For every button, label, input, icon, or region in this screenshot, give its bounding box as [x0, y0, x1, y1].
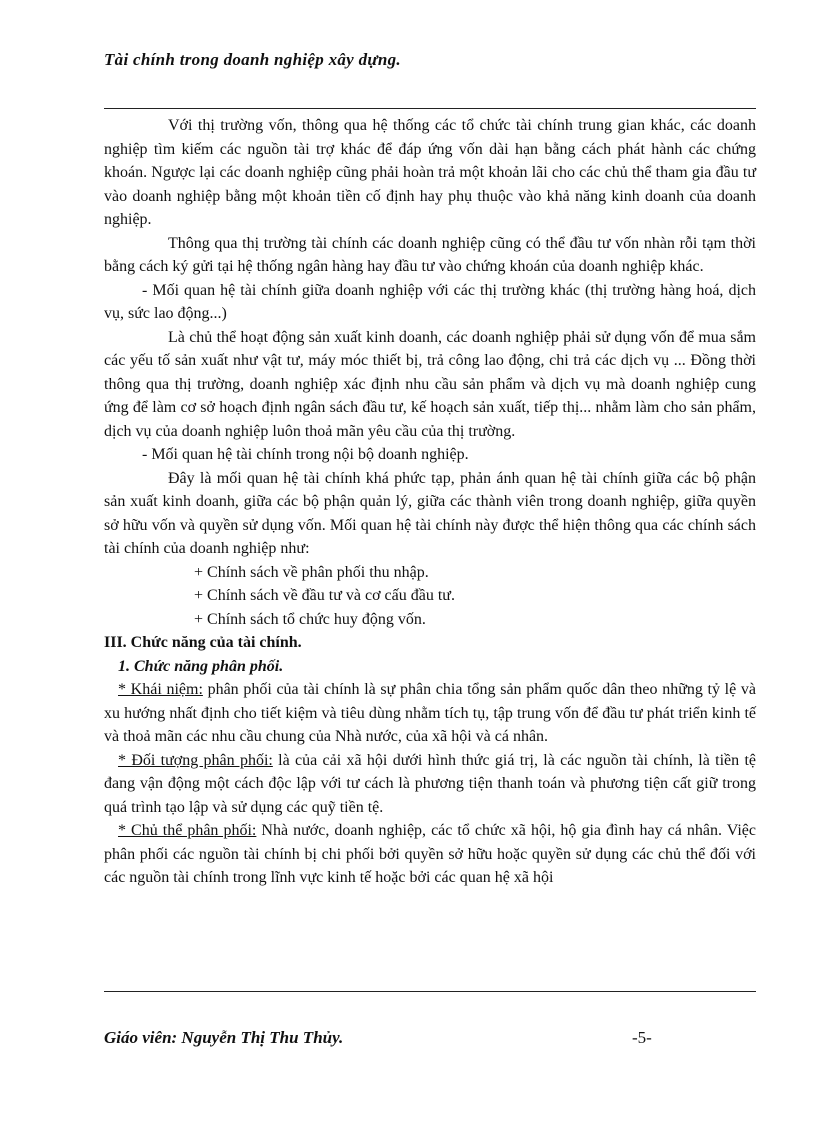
definition-text: phân phối của tài chính là sự phân chia tổng sản phẩm quốc dân theo những tỷ lệ và xu hướng nhất định cho tiết kiệm và tiêu dùng nhằm tích tụ, tập trung vốn để đầu tư phát triển kinh tế và thoả mãn các nhu cầu chung của Nhà nước, của xã hội và cá nhân.	[104, 681, 756, 745]
paragraph-production-subject: Là chủ thể hoạt động sản xuất kinh doanh, các doanh nghiệp phải sử dụng vốn để mua sắm các yếu tố sản xuất như vật tư, máy móc thiết bị, trả công lao động, chi trả các dịch vụ ... Đồng thời thông qua thị trường, doanh nghiệp xác định nhu cầu sản phẩm và dịch vụ mà doanh nghiệp cung ứng để làm cơ sở hoạch định ngân sách đầu tư, kế hoạch sản xuất, tiếp thị... nhằm làm cho sản phẩm, dịch vụ của doanh nghiệp luôn thoả mãn yêu cầu của thị trường.	[104, 328, 756, 440]
document-header-title: Tài chính trong doanh nghiệp xây dựng.	[104, 50, 401, 69]
header-divider	[104, 108, 756, 109]
paragraph-other-markets-heading: - Mối quan hệ tài chính giữa doanh nghiệp với các thị trường khác (thị trường hàng hoá, dịch vụ, sức lao động...)	[104, 281, 756, 322]
paragraph-internal-relations-heading: - Mối quan hệ tài chính trong nội bộ doanh nghiệp.	[142, 446, 469, 463]
footer-teacher-name: Giáo viên: Nguyễn Thị Thu Thủy.	[104, 1028, 344, 1047]
definition-object	[104, 749, 756, 820]
paragraph-internal-relations: Đây là mối quan hệ tài chính khá phức tạp, phản ánh quan hệ tài chính giữa các bộ phận sản xuất kinh doanh, giữa các bộ phận quản lý, giữa các thành viên trong doanh nghiệp, giữa quyền sở hữu vốn và quyền sử dụng vốn. Mối quan hệ tài chính này được thể hiện thông qua các chính sách tài chính của doanh nghiệp như:	[104, 469, 756, 557]
definition-term: * Chủ thể phân phối:	[118, 822, 257, 839]
definition-text: Nhà nước, doanh nghiệp, các tổ chức xã hội, hộ gia đình hay cá nhân. Việc phân phối các nguồn tài chính bị chi phối bởi quyền sở hữu hoặc quyền sử dụng các chủ thể đối với các nguồn tài chính trong lĩnh vực kinh tế hoặc bởi các quan hệ xã hội	[104, 822, 756, 886]
paragraph-idle-capital: Thông qua thị trường tài chính các doanh nghiệp cũng có thể đầu tư vốn nhàn rỗi tạm thời bằng cách ký gửi tại hệ thống ngân hàng hay đầu tư vào chứng khoán của doanh nghiệp khác.	[104, 234, 756, 275]
definition-term: * Đối tượng phân phối:	[118, 751, 273, 769]
definition-concept	[104, 678, 756, 749]
definition-term: * Khái niệm:	[118, 681, 203, 698]
section-heading: III. Chức năng của tài chính.	[104, 634, 302, 651]
definition-text: là của cải xã hội dưới hình thức giá trị, là các nguồn tài chính, là tiền tệ đang vận động một cách độc lập với tư cách là phương tiện thanh toán và phương tiện cất giữ trong quá trình tạo lập và sử dụng các quỹ tiền tệ.	[104, 751, 756, 816]
page-number: -5-	[632, 1028, 652, 1047]
document-body	[104, 114, 756, 890]
paragraph-capital-market: Với thị trường vốn, thông qua hệ thống các tổ chức tài chính trung gian khác, các doanh nghiệp tìm kiếm các nguồn tài trợ khác để đáp ứng vốn dài hạn bằng cách phát hành các chứng khoán. Ngược lại các doanh nghiệp cũng phải hoàn trả một khoản lãi cho các chủ thể tham gia đầu tư vào doanh nghiệp bằng một khoản tiền cố định hay phụ thuộc vào khả năng kinh doanh của doanh nghiệp.	[104, 117, 756, 228]
list-item: + Chính sách về đầu tư và cơ cấu đầu tư.	[194, 587, 455, 604]
definition-subject	[104, 819, 756, 890]
list-item: + Chính sách về phân phối thu nhập.	[194, 563, 429, 581]
list-item: + Chính sách tổ chức huy động vốn.	[194, 610, 426, 628]
footer-divider	[104, 991, 756, 992]
subsection-heading: 1. Chức năng phân phối.	[118, 657, 284, 675]
